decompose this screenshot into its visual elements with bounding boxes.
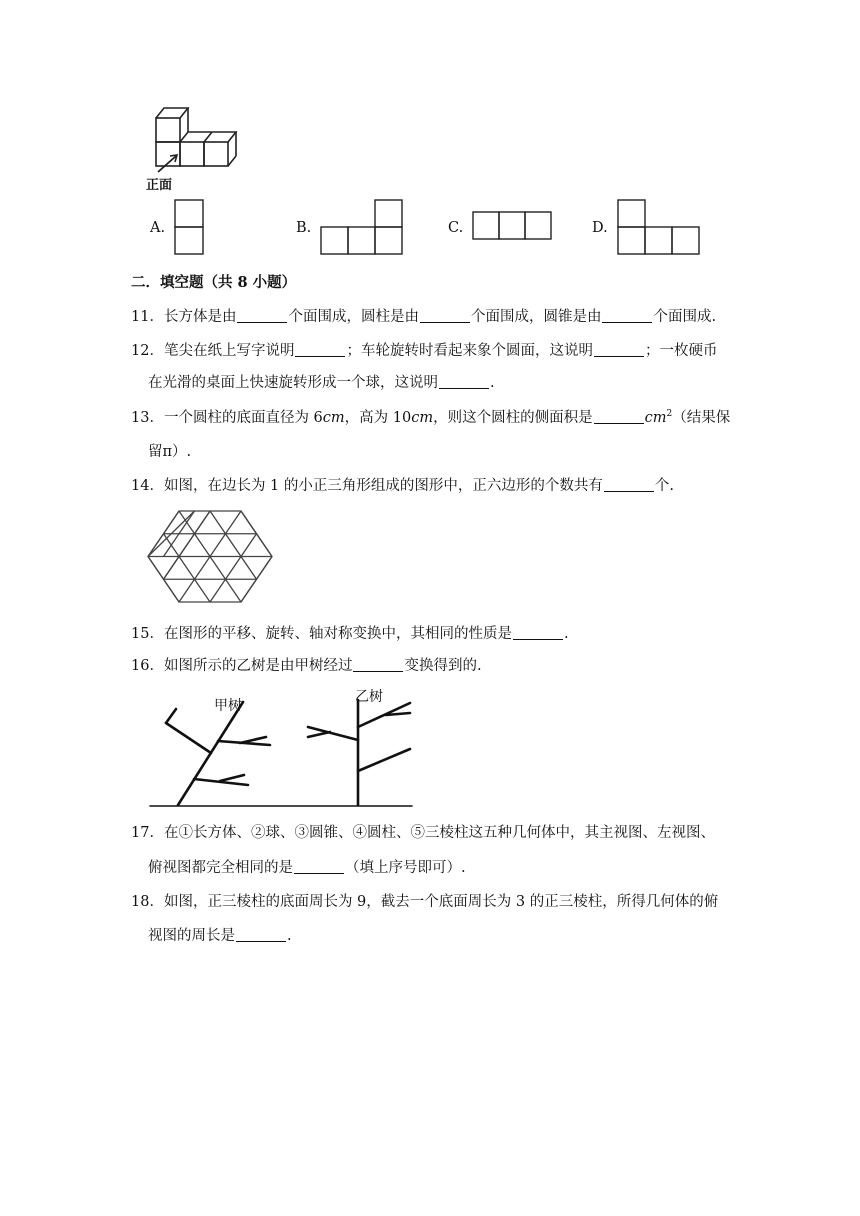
option-b-figure: [320, 199, 404, 255]
front-label: 正面: [146, 178, 173, 193]
triangle-hexagon-figure: [148, 508, 273, 605]
answer-blank[interactable]: [439, 374, 489, 389]
question-14: 14．如图，在边长为 1 的小正三角形组成的图形中，正六边形的个数共有 个.: [131, 478, 675, 494]
answer-blank[interactable]: [513, 625, 563, 640]
question-11: 11．长方体是由 个面围成，圆柱是由 个面围成，圆锥是由 个面围成.: [131, 309, 717, 325]
answer-blank[interactable]: [236, 927, 286, 942]
answer-blank[interactable]: [294, 859, 344, 874]
question-18-cont: 视图的周长是 .: [148, 928, 292, 944]
answer-blank[interactable]: [420, 308, 470, 323]
option-b-letter: B.: [296, 220, 312, 236]
option-a-letter: A.: [150, 220, 166, 236]
option-d-letter: D.: [592, 220, 608, 236]
answer-blank[interactable]: [353, 657, 403, 672]
question-12-cont: 在光滑的桌面上快速旋转形成一个球，这说明 .: [148, 375, 495, 391]
option-a-figure: [174, 199, 206, 255]
question-17-cont: 俯视图都完全相同的是 （填上序号即可）.: [148, 860, 466, 876]
answer-blank[interactable]: [594, 409, 644, 424]
question-13: 13．一个圆柱的底面直径为 6cm，高为 10cm，则这个圆柱的侧面积是 $cm^2$（结果保: [131, 409, 731, 426]
question-17: 17．在①长方体、②球、③圆锥、④圆柱、⑤三棱柱这五种几何体中，其主视图、左视图、: [131, 825, 715, 841]
question-18: 18．如图，正三棱柱的底面周长为 9，截去一个底面周长为 3 的正三棱柱，所得几何体的俯: [131, 894, 719, 910]
answer-blank[interactable]: [237, 308, 287, 323]
question-12: 12．笔尖在纸上写字说明 ；车轮旋转时看起来象个圆面，这说明 ；一枚硬币: [131, 343, 718, 359]
option-c-figure: [472, 211, 554, 241]
question-16: 16．如图所示的乙树是由甲树经过 变换得到的.: [131, 658, 482, 674]
answer-blank[interactable]: [604, 477, 654, 492]
tree-label-a: 甲树: [214, 698, 242, 714]
option-c-letter: C.: [448, 220, 464, 236]
question-13-cont: 留π）.: [148, 444, 192, 460]
tree-label-b: 乙树: [355, 689, 383, 705]
question-15: 15．在图形的平移、旋转、轴对称变换中，其相同的性质是 .: [131, 626, 569, 642]
answer-blank[interactable]: [594, 342, 644, 357]
answer-blank[interactable]: [295, 342, 345, 357]
answer-blank[interactable]: [602, 308, 652, 323]
section-title: 二．填空题（共 8 小题）: [131, 274, 297, 291]
option-d-figure: [617, 199, 701, 255]
